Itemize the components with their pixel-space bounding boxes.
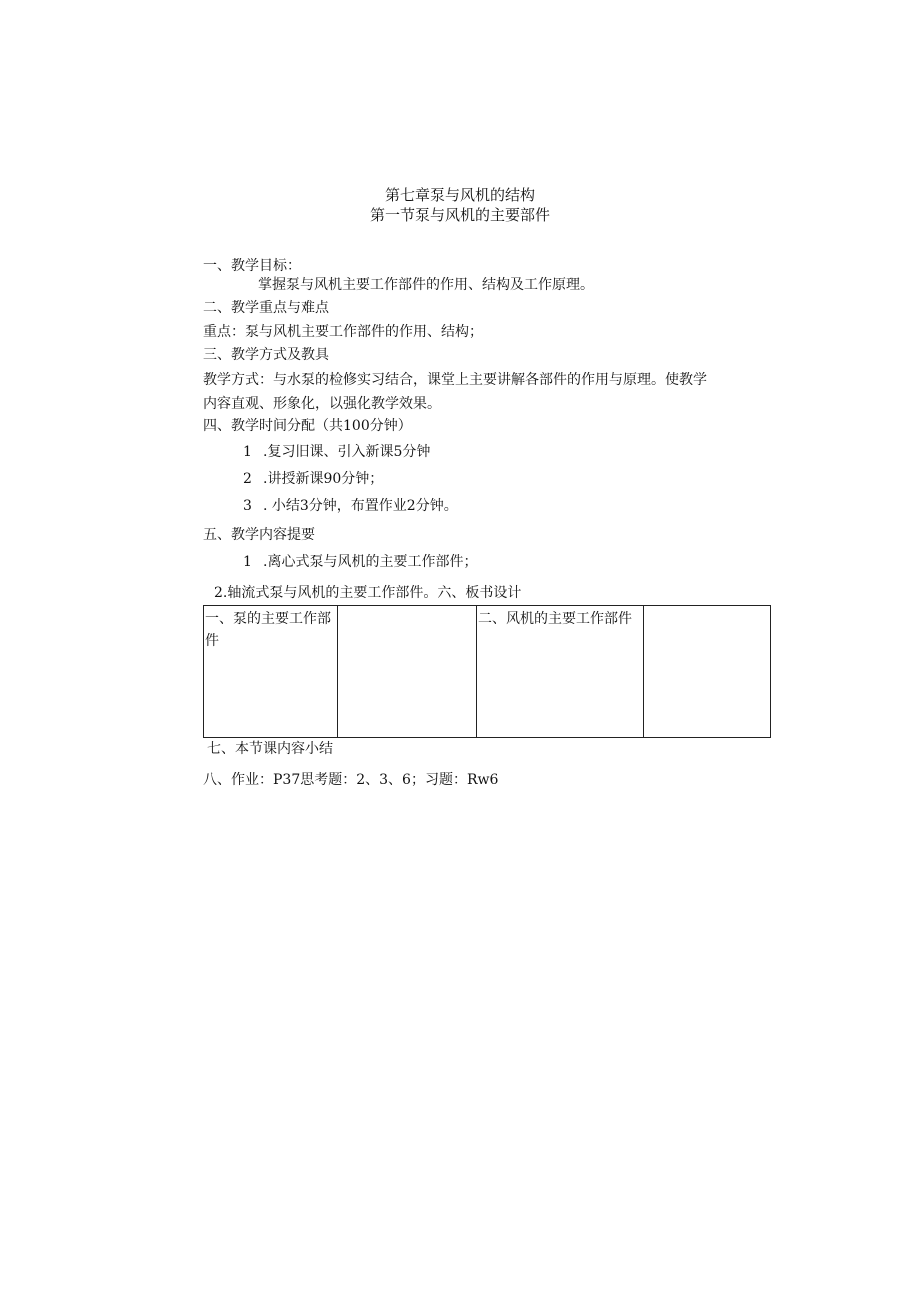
time-item-3-text: . 小结3分钟，布置作业2分钟。 (263, 498, 458, 514)
time-item-1-text: .复习旧课、引入新课5分钟 (263, 444, 431, 460)
methods-body-line2: 内容直观、形象化，以强化教学效果。 (203, 396, 441, 412)
content-item-1-text: .离心式泵与风机的主要工作部件； (263, 554, 478, 570)
time-allocation-heading: 四、教学时间分配（共100分钟） (203, 418, 412, 434)
board-cell-fan-parts: 二、风机的主要工作部件 (477, 606, 644, 738)
board-cell-empty-2 (644, 606, 771, 738)
section-title: 第一节泵与风机的主要部件 (369, 206, 550, 224)
key-points-heading: 二、教学重点与难点 (203, 300, 329, 316)
time-item-2-number: 2 (243, 471, 252, 487)
table-row (204, 606, 771, 738)
board-design-table (203, 605, 771, 738)
content-item-1-number: 1 (243, 554, 252, 570)
time-item-2-text: .讲授新课90分钟； (263, 471, 384, 487)
summary-heading: 七、本节课内容小结 (207, 741, 333, 757)
objectives-body: 掌握泵与风机主要工作部件的作用、结构及工作原理。 (258, 277, 594, 293)
homework-text: 八、作业：P37思考题：2、3、6；习题：Rw6 (203, 772, 499, 788)
content-item-2-and-board-heading: 2.轴流式泵与风机的主要工作部件。六、板书设计 (214, 585, 522, 601)
chapter-title: 第七章泵与风机的结构 (384, 186, 535, 204)
board-cell-pump-parts: 一、泵的主要工作部件 (204, 606, 338, 738)
board-cell-empty-1 (338, 606, 477, 738)
methods-heading: 三、教学方式及教具 (203, 347, 329, 363)
content-outline-heading: 五、教学内容提要 (203, 527, 315, 543)
key-points-body: 重点：泵与风机主要工作部件的作用、结构； (203, 324, 483, 340)
methods-body-line1: 教学方式：与水泵的检修实习结合，课堂上主要讲解各部件的作用与原理。使教学 (203, 372, 707, 388)
time-item-3-number: 3 (243, 498, 252, 514)
time-item-1-number: 1 (243, 444, 252, 460)
objectives-heading: 一、教学目标： (203, 258, 301, 274)
